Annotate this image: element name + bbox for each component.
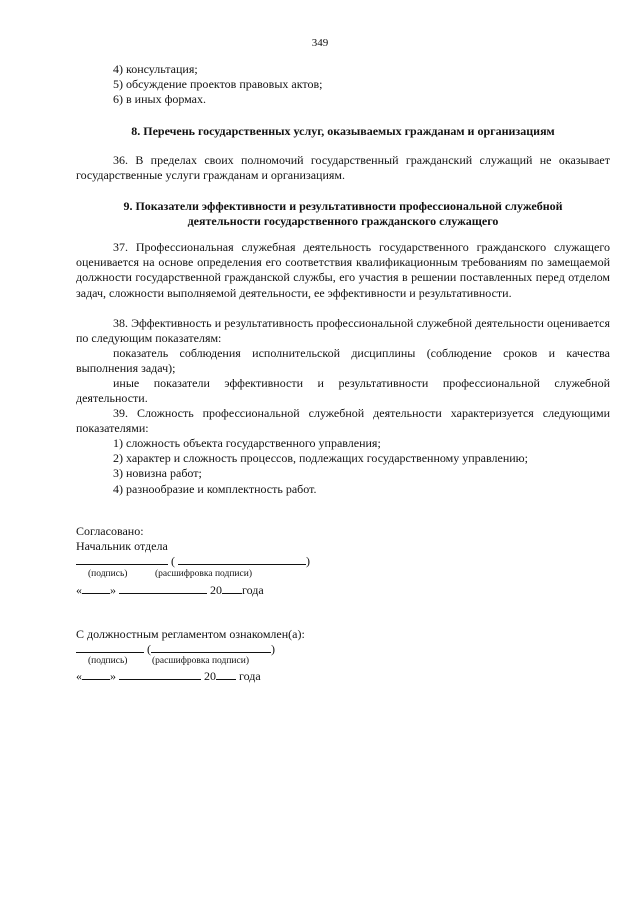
quote-close: »	[110, 669, 116, 683]
year-prefix: 20	[210, 583, 222, 597]
month-field[interactable]	[119, 582, 207, 594]
page-number: 349	[311, 37, 329, 49]
acquaint-signature-line: ( )	[76, 641, 275, 657]
year-field[interactable]	[222, 582, 242, 594]
decoding-caption: (расшифровка подписи)	[152, 656, 249, 666]
signature-decoding-field[interactable]	[151, 641, 271, 653]
approval-role: Начальник отдела	[76, 539, 168, 553]
year-field[interactable]	[216, 668, 236, 680]
year-suffix: года	[242, 583, 264, 597]
paragraph-36: 36. В пределах своих полномочий государственный гражданский служащий не оказывает государственные услуги гражданам и организациям.	[76, 153, 610, 183]
month-field[interactable]	[119, 668, 201, 680]
list-item: 2) характер и сложность процессов, подлежащих государственному управлению;	[113, 451, 528, 466]
section-9-heading-line2: деятельности государственного гражданского служащего	[187, 214, 499, 229]
decoding-caption: (расшифровка подписи)	[155, 569, 252, 579]
paragraph-38: 38. Эффективность и результативность профессиональной служебной деятельности оценивается по следующим показателям:	[76, 316, 610, 346]
day-field[interactable]	[82, 582, 110, 594]
paragraph-38-item-1: показатель соблюдения исполнительской дисциплины (соблюдение сроков и качества выполнения задач);	[76, 346, 610, 376]
acquaint-label: С должностным регламентом ознакомлен(а):	[76, 627, 305, 641]
signature-caption: (подпись)	[88, 569, 128, 579]
paragraph-37: 37. Профессиональная служебная деятельность государственного гражданского служащего оценивается на основе определения его соответствия квалификационным требованиям по замещаемой должности государственной гражданской службы, его участия в решении поставленных перед отделом задач, сложности выполняемой деятельности, ее эффективности и результативности.	[76, 240, 610, 300]
approval-date-line	[76, 582, 264, 598]
section-9-heading	[76, 199, 610, 229]
list-item: 5) обсуждение проектов правовых актов;	[113, 77, 323, 92]
paragraph-38-item-2: иные показатели эффективности и результативности профессиональной служебной деятельности.	[76, 376, 610, 406]
section-9-heading-line1: 9. Показатели эффективности и результативности профессиональной служебной	[123, 199, 563, 213]
paragraph-39: 39. Сложность профессиональной служебной деятельности характеризуется следующими показателями:	[76, 406, 610, 436]
approval-agreed-label: Согласовано:	[76, 524, 144, 538]
year-prefix: 20	[204, 669, 216, 683]
signature-field[interactable]	[76, 553, 168, 565]
list-item: 3) новизна работ;	[113, 466, 202, 481]
approval-signature-line: ( )	[76, 553, 310, 569]
quote-close: »	[110, 583, 116, 597]
signature-caption: (подпись)	[88, 656, 128, 666]
quote-open: «	[76, 583, 82, 597]
list-item: 4) разнообразие и комплектность работ.	[113, 481, 317, 496]
year-suffix: года	[239, 669, 261, 683]
section-8-heading: 8. Перечень государственных услуг, оказываемых гражданам и организациям	[131, 124, 555, 138]
list-item: 6) в иных формах.	[113, 92, 206, 107]
signature-field[interactable]	[76, 641, 144, 653]
signature-decoding-field[interactable]	[178, 553, 306, 565]
day-field[interactable]	[82, 668, 110, 680]
forms-list	[76, 62, 610, 108]
quote-open: «	[76, 669, 82, 683]
acquaint-date-line	[76, 668, 261, 684]
list-item: 1) сложность объекта государственного управления;	[113, 436, 381, 450]
complexity-list	[76, 436, 610, 497]
list-item: 4) консультация;	[113, 62, 198, 76]
